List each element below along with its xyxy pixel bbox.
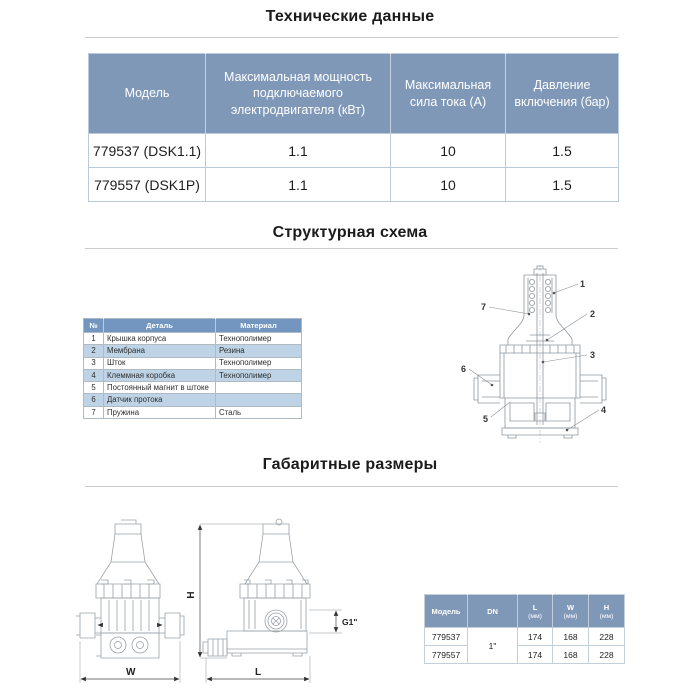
dim-header-dn: DN [468, 595, 518, 628]
diagram-callout-7: 7 [481, 302, 487, 312]
part-num: 1 [84, 333, 104, 345]
divider [85, 37, 618, 38]
parts-header-part: Деталь [104, 319, 216, 333]
divider [85, 248, 618, 249]
dimension-drawings [60, 500, 360, 690]
table-row [89, 168, 619, 202]
dim-l-cell: 174 [518, 628, 553, 646]
tech-current-cell: 10 [391, 134, 506, 168]
table-row [425, 646, 625, 664]
table-row [84, 357, 302, 369]
part-material: Резина [216, 345, 302, 357]
tech-power-cell: 1.1 [206, 134, 391, 168]
part-num: 4 [84, 369, 104, 381]
part-name: Клеммная коробка [104, 369, 216, 381]
front-view-outline [76, 520, 184, 658]
part-material: Технополимер [216, 333, 302, 345]
tech-power-cell: 1.1 [206, 168, 391, 202]
diagram-callout-2: 2 [590, 309, 596, 319]
dim-header-l-label: L [532, 602, 538, 612]
dim-header-model: Модель [425, 595, 468, 628]
section-title-dimensions: Габаритные размеры [262, 456, 438, 473]
dim-header-l-unit: (мм) [528, 612, 542, 620]
table-row [84, 369, 302, 381]
part-name: Мембрана [104, 345, 216, 357]
dim-header-h [589, 595, 625, 628]
tech-current-cell: 10 [391, 168, 506, 202]
parts-table [83, 318, 302, 419]
dim-h-cell: 228 [589, 628, 625, 646]
part-num: 3 [84, 357, 104, 369]
dimensions-table [424, 594, 625, 664]
part-name: Постоянный магнит в штоке [104, 382, 216, 394]
table-row [425, 628, 625, 646]
table-row [84, 394, 302, 406]
part-name: Пружина [104, 406, 216, 418]
part-name: Датчик протока [104, 394, 216, 406]
parts-header-material: Материал [216, 319, 302, 333]
dim-h-cell: 228 [589, 646, 625, 664]
tech-header-model: Модель [89, 54, 206, 134]
table-header-row [84, 319, 302, 333]
thread-size-label: G1" [342, 617, 358, 627]
part-name: Крышка корпуса [104, 333, 216, 345]
part-material: Технополимер [216, 357, 302, 369]
divider [85, 486, 618, 487]
part-material [216, 382, 302, 394]
dim-model-cell: 779537 [425, 628, 468, 646]
dim-header-h-unit: (мм) [599, 612, 614, 620]
part-num: 5 [84, 382, 104, 394]
width-dimension-label: W [126, 667, 136, 678]
dim-header-h-label: H [603, 602, 610, 612]
dim-w-cell: 168 [553, 628, 589, 646]
structural-cross-section-diagram [448, 263, 623, 458]
diagram-callout-1: 1 [580, 279, 586, 289]
table-row [84, 333, 302, 345]
part-num: 7 [84, 406, 104, 418]
dim-model-cell: 779557 [425, 646, 468, 664]
dim-header-w-unit: (мм) [563, 612, 578, 620]
tech-pressure-cell: 1.5 [506, 168, 619, 202]
dim-header-w-label: W [566, 602, 575, 612]
part-num: 6 [84, 394, 104, 406]
tech-model-cell: 779557 (DSK1P) [89, 168, 206, 202]
dim-dn-cell: 1" [468, 628, 518, 664]
table-header-row [89, 54, 619, 134]
part-name: Шток [104, 357, 216, 369]
tech-header-power: Максимальная мощность подключаемого электродвигателя (кВт) [206, 54, 391, 134]
table-row [89, 134, 619, 168]
table-row [84, 406, 302, 418]
part-num: 2 [84, 345, 104, 357]
technical-data-table [88, 53, 619, 202]
section-title-technical: Технические данные [265, 8, 435, 25]
diagram-callout-4: 4 [601, 405, 607, 415]
dim-header-w [553, 595, 589, 628]
parts-header-num: № [84, 319, 104, 333]
dim-w-cell: 168 [553, 646, 589, 664]
table-row [84, 382, 302, 394]
g1-extension-lines [309, 610, 342, 633]
length-dimension-label: L [255, 667, 262, 678]
tech-header-pressure: Давление включения (бар) [506, 54, 619, 134]
height-dimension-label: H [186, 591, 197, 599]
tech-pressure-cell: 1.5 [506, 134, 619, 168]
part-material: Технополимер [216, 369, 302, 381]
part-material: Сталь [216, 406, 302, 418]
diagram-callout-5: 5 [483, 414, 489, 424]
part-material [216, 394, 302, 406]
side-view-outline [203, 519, 310, 656]
diagram-callout-3: 3 [590, 350, 596, 360]
table-row [84, 345, 302, 357]
tech-header-current: Максимальная сила тока (А) [391, 54, 506, 134]
dim-l-cell: 174 [518, 646, 553, 664]
diagram-callout-6: 6 [461, 364, 467, 374]
dim-header-l [518, 595, 553, 628]
h-extension-lines [200, 524, 263, 658]
section-title-structural: Структурная схема [272, 224, 428, 241]
table-header-row [425, 595, 625, 628]
tech-model-cell: 779537 (DSK1.1) [89, 134, 206, 168]
